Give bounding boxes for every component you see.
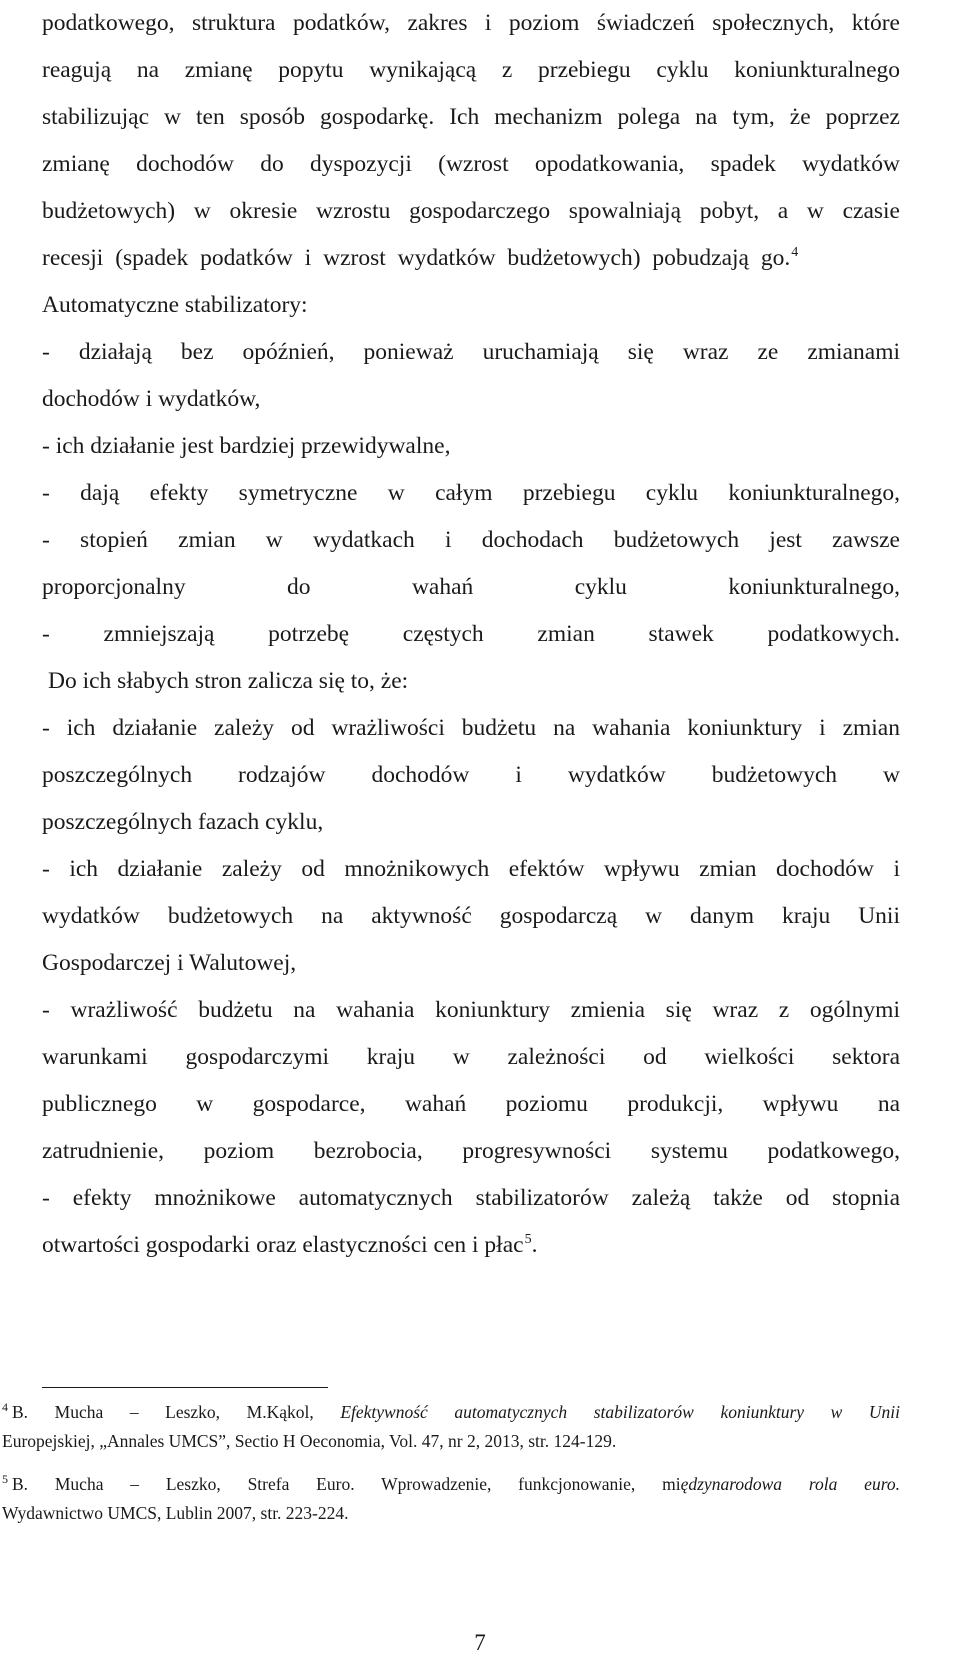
text-line — [42, 1222, 900, 1269]
body-text — [42, 0, 900, 1269]
text-line: - zmniejszają potrzebę częstych zmian stawek podatkowych. — [42, 621, 900, 647]
text-line — [42, 235, 900, 282]
footnote-ref: 4 — [791, 245, 799, 260]
text-line: - ich działanie jest bardziej przewidywalne, — [42, 433, 451, 459]
footnote-authors: B. Mucha – Leszko, Strefa Euro. Wprowadzenie, funkcjonowanie, mi — [12, 1474, 681, 1494]
page-number: 7 — [474, 1630, 486, 1655]
footnote-4 — [2, 1398, 900, 1456]
text-line: podatkowego, struktura podatków, zakres i poziom świadczeń społecznych, które — [42, 10, 900, 36]
footnote-line: Europejskiej, „Annales UMCS”, Sectio H Oeconomia, Vol. 47, nr 2, 2013, str. 124-129. — [2, 1431, 617, 1451]
text-line: poszczególnych fazach cyklu, — [42, 809, 324, 835]
footnote-line: Wydawnictwo UMCS, Lublin 2007, str. 223-224. — [2, 1503, 349, 1523]
text-line: dochodów i wydatków, — [42, 386, 261, 412]
footnote-separator — [42, 1387, 328, 1388]
text-line: - wrażliwość budżetu na wahania koniunktury zmienia się wraz z ogólnymi — [42, 997, 900, 1023]
footnote-line — [2, 1398, 900, 1427]
text-line: wydatków budżetowych na aktywność gospodarczą w danym kraju Unii — [42, 903, 900, 929]
footnote-title: Efektywność automatycznych stabilizatorów koniunktury w Unii — [340, 1402, 900, 1422]
text-line: stabilizując w ten sposób gospodarkę. Ich mechanizm polega na tym, że poprzez — [42, 104, 900, 130]
text-line: Do ich słabych stron zalicza się to, że: — [48, 668, 409, 694]
text-line-content: recesji (spadek podatków i wzrost wydatków budżetowych) pobudzają go. — [42, 245, 791, 271]
text-line: - efekty mnożnikowe automatycznych stabilizatorów zależą także od stopnia — [42, 1185, 900, 1211]
text-line: reagują na zmianę popytu wynikającą z przebiegu cyklu koniunkturalnego — [42, 57, 900, 83]
footnote-title: ędzynarodowa rola euro. — [680, 1474, 900, 1494]
footnote-5 — [2, 1470, 900, 1528]
text-line: poszczególnych rodzajów dochodów i wydatków budżetowych w — [42, 762, 900, 788]
text-line: proporcjonalny do wahań cyklu koniunkturalnego, — [42, 574, 900, 600]
sentence-end: . — [531, 1232, 538, 1258]
text-line: Gospodarczej i Walutowej, — [42, 950, 297, 976]
text-line: zatrudnienie, poziom bezrobocia, progresywności systemu podatkowego, — [42, 1138, 900, 1164]
footnote-authors: B. Mucha – Leszko, M.Kąkol, — [12, 1402, 341, 1422]
text-line: Automatyczne stabilizatory: — [42, 292, 308, 318]
footnote-number: 4 — [2, 1400, 8, 1414]
footnote-number: 5 — [2, 1472, 8, 1486]
text-line: zmianę dochodów do dyspozycji (wzrost opodatkowania, spadek wydatków — [42, 151, 900, 177]
text-line: - działają bez opóźnień, ponieważ uruchamiają się wraz ze zmianami — [42, 339, 900, 365]
footnote-line — [2, 1470, 900, 1499]
text-line: warunkami gospodarczymi kraju w zależności od wielkości sektora — [42, 1044, 900, 1070]
footnote-ref: 5 — [524, 1232, 532, 1247]
text-line: - ich działanie zależy od wrażliwości budżetu na wahania koniunktury i zmian — [42, 715, 900, 741]
text-line-content: otwartości gospodarki oraz elastyczności cen i płac — [42, 1232, 524, 1258]
text-line: budżetowych) w okresie wzrostu gospodarczego spowalniają pobyt, a w czasie — [42, 198, 900, 224]
text-line: - dają efekty symetryczne w całym przebiegu cyklu koniunkturalnego, — [42, 480, 900, 506]
text-line: - stopień zmian w wydatkach i dochodach budżetowych jest zawsze — [42, 527, 900, 553]
text-line: - ich działanie zależy od mnożnikowych efektów wpływu zmian dochodów i — [42, 856, 900, 882]
text-line: publicznego w gospodarce, wahań poziomu produkcji, wpływu na — [42, 1091, 900, 1117]
